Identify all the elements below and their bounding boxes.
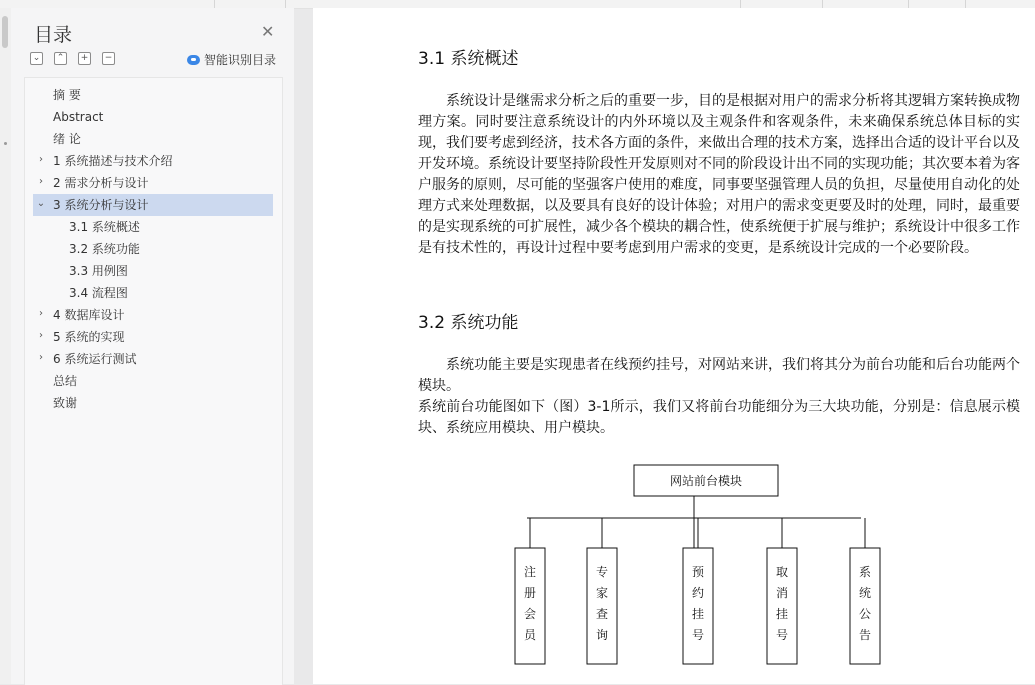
toc-item-introduction[interactable] — [53, 128, 81, 150]
paragraph-text: 系统前台功能图如下（图）3-1所示，我们又将前台功能细分为三大块功能，分别是：信息展示模块、系统应用模块、用户模块。 — [418, 399, 1020, 436]
toc-item-label: 5 系统的实现 — [53, 330, 125, 344]
toc-item-label: 3.2 系统功能 — [69, 242, 140, 256]
diagram-root-label: 网站前台模块 — [669, 474, 743, 488]
toc-item-chapter-5[interactable] — [53, 326, 124, 348]
diagram-child-label: 预约挂号 — [691, 565, 705, 642]
close-icon[interactable]: ✕ — [261, 22, 275, 41]
toc-item-label: Abstract — [53, 110, 104, 124]
diagram-child-label: 取消挂号 — [775, 565, 789, 642]
toc-item-chapter-1[interactable] — [53, 150, 172, 172]
toc-list — [24, 77, 283, 685]
chevron-down-icon[interactable]: ⌄ — [36, 198, 46, 209]
toc-item-label: 致谢 — [53, 396, 78, 410]
toc-item-label: 总结 — [53, 374, 78, 388]
smart-toc-label: 智能识别目录 — [204, 53, 277, 67]
paragraph-text: 系统功能主要是实现患者在线预约挂号，对网站来讲，我们将其分为前台功能和后台功能两个模块。 — [418, 357, 1020, 394]
toc-panel — [11, 8, 294, 684]
section-heading-3-2: 3.2 系统功能 — [418, 313, 519, 333]
ruler-tick — [740, 0, 741, 8]
diagram-children — [515, 518, 880, 664]
sidebar-handle-dot[interactable] — [4, 142, 7, 145]
smart-cloud-icon — [187, 55, 200, 65]
add-heading-icon[interactable]: + — [78, 52, 91, 65]
paragraph-text: 系统设计是继需求分析之后的重要一步，目的是根据对用户的需求分析将其逻辑方案转换成物理方案。同时要注意系统设计的内外环境以及主观条件和客观条件，未来确保系统总体目标的实现，我们要考虑到经济，技术各方面的条件，来做出合理的技术方案，选择出合适的设计平台以及开发环境。系统设计要坚持阶段性开发原则对不同的阶段设计出不同的实现功能；其次要本着为客户服务的原则，尽可能的坚强客户使用的难度，同事要坚强管理人员的负担，尽量使用自动化的处理方式来处理数据，以及要具有良好的设计体验；对用户的需求变更要及时的处理，同时，最重要的是实现系统的可扩展性，减少各个模块的耦合性，使系统便于扩展与维护；系统设计中很多工作是有技术性的，再设计过程中要考虑到用户需求的变更，是系统设计完成的一个必要阶段。 — [418, 93, 1020, 256]
toc-item-label: 3.4 流程图 — [69, 286, 128, 300]
toc-item-label: 4 数据库设计 — [53, 308, 125, 322]
toc-item-chapter-2[interactable] — [53, 172, 148, 194]
toc-item-3-1[interactable] — [69, 216, 140, 238]
toc-item-chapter-6[interactable] — [53, 348, 136, 370]
toc-item-3-3[interactable] — [69, 260, 128, 282]
toc-item-label: 3.3 用例图 — [69, 264, 128, 278]
remove-heading-icon[interactable]: − — [102, 52, 115, 65]
smart-toc-button[interactable] — [187, 51, 276, 68]
diagram-child-label: 注册会员 — [523, 565, 537, 642]
toc-item-label: 1 系统描述与技术介绍 — [53, 154, 173, 168]
chevron-right-icon[interactable]: › — [39, 176, 43, 187]
toc-item-3-4[interactable] — [69, 282, 128, 304]
diagram-child-label: 系统公告 — [858, 565, 872, 642]
toc-item-abstract-cn[interactable] — [53, 84, 81, 106]
chevron-right-icon[interactable]: › — [39, 154, 43, 165]
ruler-tick — [822, 0, 823, 8]
document-page[interactable] — [313, 8, 1035, 684]
ruler-tick — [965, 0, 966, 8]
toc-title: 目录 — [34, 24, 73, 46]
toc-item-acknowledgement[interactable] — [53, 392, 77, 414]
chevron-right-icon[interactable]: › — [39, 308, 43, 319]
toc-item-label: 绪 论 — [53, 132, 81, 146]
diagram-child-label: 专家查询 — [595, 565, 609, 642]
toc-item-label: 3 系统分析与设计 — [53, 198, 149, 212]
diagram-svg — [313, 8, 1035, 684]
chevron-right-icon[interactable]: › — [39, 352, 43, 363]
toc-item-abstract-en[interactable] — [53, 106, 103, 128]
collapse-all-icon[interactable]: ⌄ — [30, 52, 43, 65]
sidebar-scrollbar[interactable] — [2, 16, 8, 48]
toc-item-label: 2 需求分析与设计 — [53, 176, 149, 190]
expand-all-icon[interactable]: ⌃ — [54, 52, 67, 65]
toc-item-chapter-4[interactable] — [53, 304, 124, 326]
ruler-tick — [214, 0, 215, 8]
toc-item-summary[interactable] — [53, 370, 77, 392]
toc-item-label: 3.1 系统概述 — [69, 220, 140, 234]
ruler-tick — [908, 0, 909, 8]
ruler-tick — [285, 0, 286, 8]
section-heading-3-1: 3.1 系统概述 — [418, 49, 519, 69]
toc-item-chapter-3[interactable] — [33, 194, 273, 216]
toc-item-3-2[interactable] — [69, 238, 140, 260]
chevron-right-icon[interactable]: › — [39, 330, 43, 341]
frontend-module-diagram — [313, 8, 1035, 684]
toc-item-label: 6 系统运行测试 — [53, 352, 137, 366]
toc-item-label: 摘 要 — [53, 88, 81, 102]
toc-toolbar — [30, 52, 115, 65]
